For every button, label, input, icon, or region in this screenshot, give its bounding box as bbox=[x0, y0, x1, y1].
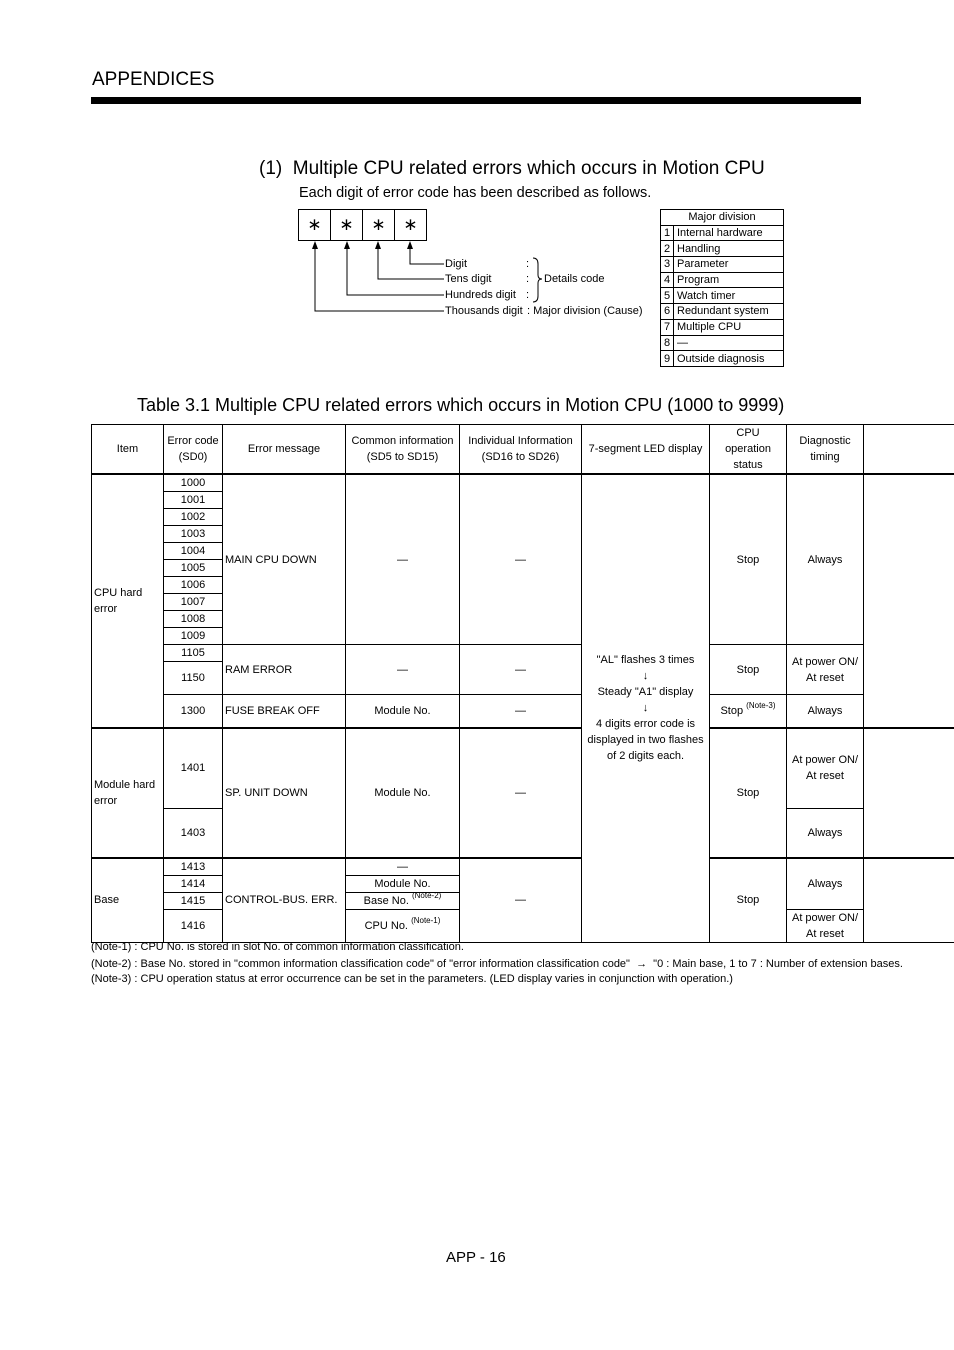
individual-info: — bbox=[460, 728, 582, 858]
major-no: 3 bbox=[661, 257, 674, 273]
label-hundreds-digit: Hundreds digit bbox=[445, 289, 516, 301]
common-info: Module No. bbox=[346, 875, 460, 892]
error-code: 1401 bbox=[164, 728, 223, 809]
diagnostic-timing: At power ON/ At reset bbox=[787, 728, 864, 809]
common-info: CPU No. $^{(Note-1)}$ bbox=[346, 909, 460, 942]
header-item: Item bbox=[92, 425, 164, 475]
message-control-bus-err: CONTROL-BUS. ERR. bbox=[223, 858, 346, 943]
section-title: (1) Multiple CPU related errors which occurs in Motion CPU bbox=[259, 158, 765, 179]
diagnostic-timing: At power ON/ At reset bbox=[787, 645, 864, 695]
header-error-code: Error code (SD0) bbox=[164, 425, 223, 475]
label-details-code: Details code bbox=[544, 273, 605, 285]
message-ram-error: RAM ERROR bbox=[223, 645, 346, 695]
table-row bbox=[92, 858, 954, 876]
major-name: Program bbox=[674, 272, 784, 288]
major-division-header: Major division bbox=[661, 210, 784, 226]
major-name: — bbox=[674, 335, 784, 351]
error-code: 1150 bbox=[164, 662, 223, 695]
major-name: Outside diagnosis bbox=[674, 351, 784, 367]
diagnostic-timing: Always bbox=[787, 858, 864, 910]
leader-digit bbox=[410, 248, 444, 264]
header-blank bbox=[864, 425, 954, 475]
cpu-status: Stop bbox=[710, 645, 787, 695]
header-error-message: Error message bbox=[223, 425, 346, 475]
header-led-display: 7-segment LED display bbox=[582, 425, 710, 475]
digit-box-tens: ∗ bbox=[362, 210, 394, 240]
details-brace bbox=[533, 258, 542, 302]
major-no: 2 bbox=[661, 241, 674, 257]
header-diagnostic-timing: Diagnostic timing bbox=[787, 425, 864, 475]
leader-hundreds bbox=[347, 248, 444, 295]
error-code: 1004 bbox=[164, 543, 223, 560]
label-major-division-cause: : Major division (Cause) bbox=[527, 305, 643, 317]
arrow-hundreds bbox=[344, 241, 350, 249]
major-no: 1 bbox=[661, 225, 674, 241]
digit-box-hundreds: ∗ bbox=[330, 210, 362, 240]
error-code: 1001 bbox=[164, 492, 223, 509]
cpu-status: Stop bbox=[710, 474, 787, 645]
major-no: 6 bbox=[661, 304, 674, 320]
error-code: 1009 bbox=[164, 628, 223, 645]
major-no: 8 bbox=[661, 335, 674, 351]
major-name: Parameter bbox=[674, 257, 784, 273]
major-division-row bbox=[661, 257, 784, 273]
error-code: 1413 bbox=[164, 858, 223, 876]
page-number: APP - 16 bbox=[446, 1249, 506, 1266]
arrow-tens bbox=[375, 241, 381, 249]
major-division-row bbox=[661, 241, 784, 257]
colon-digit: : bbox=[526, 258, 530, 270]
major-division-row bbox=[661, 351, 784, 367]
error-code: 1008 bbox=[164, 611, 223, 628]
error-table bbox=[91, 424, 954, 943]
table-title: Table 3.1 Multiple CPU related errors which occurs in Motion CPU (1000 to 9999) bbox=[137, 395, 785, 415]
diagnostic-timing: Always bbox=[787, 809, 864, 858]
major-division-table bbox=[660, 209, 784, 367]
led-display-description: "AL" flashes 3 times ↓ Steady "A1" display ↓ 4 digits error code is displayed in two flashes of 2 digits each. bbox=[582, 474, 710, 942]
major-no: 5 bbox=[661, 288, 674, 304]
note-3: (Note-3) : CPU operation status at error occurrence can be set in the parameters. (LED display varies in conjunction with operation.) bbox=[91, 973, 733, 985]
section-subtitle: Each digit of error code has been described as follows. bbox=[299, 185, 652, 201]
major-division-row bbox=[661, 319, 784, 335]
note-2: (Note-2) : Base No. stored in "common information classification code" of "error information classification code" → "0 : Main base, 1 to 7 : Number of extension bases. bbox=[91, 958, 903, 970]
colon-hundreds: : bbox=[526, 289, 530, 301]
major-division-row bbox=[661, 288, 784, 304]
common-info: Module No. bbox=[346, 695, 460, 728]
major-name: Redundant system bbox=[674, 304, 784, 320]
error-code: 1002 bbox=[164, 509, 223, 526]
error-code: 1006 bbox=[164, 577, 223, 594]
table-row bbox=[92, 728, 954, 809]
error-code: 1105 bbox=[164, 645, 223, 662]
error-code: 1416 bbox=[164, 909, 223, 942]
colon-tens: : bbox=[526, 273, 530, 285]
digit-leader-lines bbox=[0, 0, 954, 400]
digit-box-units: ∗ bbox=[394, 210, 426, 240]
header-title: APPENDICES bbox=[92, 69, 215, 90]
major-division-row bbox=[661, 304, 784, 320]
error-code: 1005 bbox=[164, 560, 223, 577]
label-digit: Digit bbox=[445, 258, 468, 270]
major-name: Multiple CPU bbox=[674, 319, 784, 335]
major-no: 7 bbox=[661, 319, 674, 335]
error-code: 1000 bbox=[164, 474, 223, 492]
common-info: Module No. bbox=[346, 728, 460, 858]
cpu-status: Stop bbox=[710, 858, 787, 943]
error-code: 1414 bbox=[164, 875, 223, 892]
header-individual-info: Individual Information (SD16 to SD26) bbox=[460, 425, 582, 475]
label-tens-digit: Tens digit bbox=[445, 273, 492, 285]
cpu-status: Stop bbox=[710, 728, 787, 858]
error-code: 1300 bbox=[164, 695, 223, 728]
label-thousands-digit: Thousands digit bbox=[445, 305, 523, 317]
diagnostic-timing: Always bbox=[787, 474, 864, 645]
table-row bbox=[92, 695, 954, 728]
major-division-row bbox=[661, 335, 784, 351]
table-row bbox=[92, 645, 954, 662]
item-cpu-hard-error: CPU hard error bbox=[92, 474, 164, 728]
major-name: Watch timer bbox=[674, 288, 784, 304]
item-module-hard-error: Module hard error bbox=[92, 728, 164, 858]
major-name: Handling bbox=[674, 241, 784, 257]
cpu-status: Stop $^{(Note-3)}$ bbox=[710, 695, 787, 728]
diagnostic-timing: Always bbox=[787, 695, 864, 728]
common-info: — bbox=[346, 474, 460, 645]
header-common-info: Common information (SD5 to SD15) bbox=[346, 425, 460, 475]
error-code: 1403 bbox=[164, 809, 223, 858]
common-info: — bbox=[346, 645, 460, 695]
individual-info: — bbox=[460, 695, 582, 728]
major-division-row bbox=[661, 225, 784, 241]
message-fuse-break-off: FUSE BREAK OFF bbox=[223, 695, 346, 728]
table-row bbox=[92, 474, 954, 492]
major-name: Internal hardware bbox=[674, 225, 784, 241]
diagnostic-timing: At power ON/ At reset bbox=[787, 909, 864, 942]
error-code: 1007 bbox=[164, 594, 223, 611]
common-info: Base No. $^{(Note-2)}$ bbox=[346, 892, 460, 909]
arrow-thousands bbox=[312, 241, 318, 249]
error-code: 1415 bbox=[164, 892, 223, 909]
item-base: Base bbox=[92, 858, 164, 943]
message-main-cpu-down: MAIN CPU DOWN bbox=[223, 474, 346, 645]
arrow-digit bbox=[407, 241, 413, 249]
common-info: — bbox=[346, 858, 460, 876]
individual-info: — bbox=[460, 645, 582, 695]
digit-box-thousands: ∗ bbox=[307, 215, 322, 234]
major-division-row bbox=[661, 272, 784, 288]
major-no: 9 bbox=[661, 351, 674, 367]
message-sp-unit-down: SP. UNIT DOWN bbox=[223, 728, 346, 858]
error-code: 1003 bbox=[164, 526, 223, 543]
major-no: 4 bbox=[661, 272, 674, 288]
individual-info: — bbox=[460, 858, 582, 943]
individual-info: — bbox=[460, 474, 582, 645]
header-cpu-status: CPU operation status bbox=[710, 425, 787, 475]
note-1: (Note-1) : CPU No. is stored in slot No. of common information classification. bbox=[91, 941, 464, 953]
